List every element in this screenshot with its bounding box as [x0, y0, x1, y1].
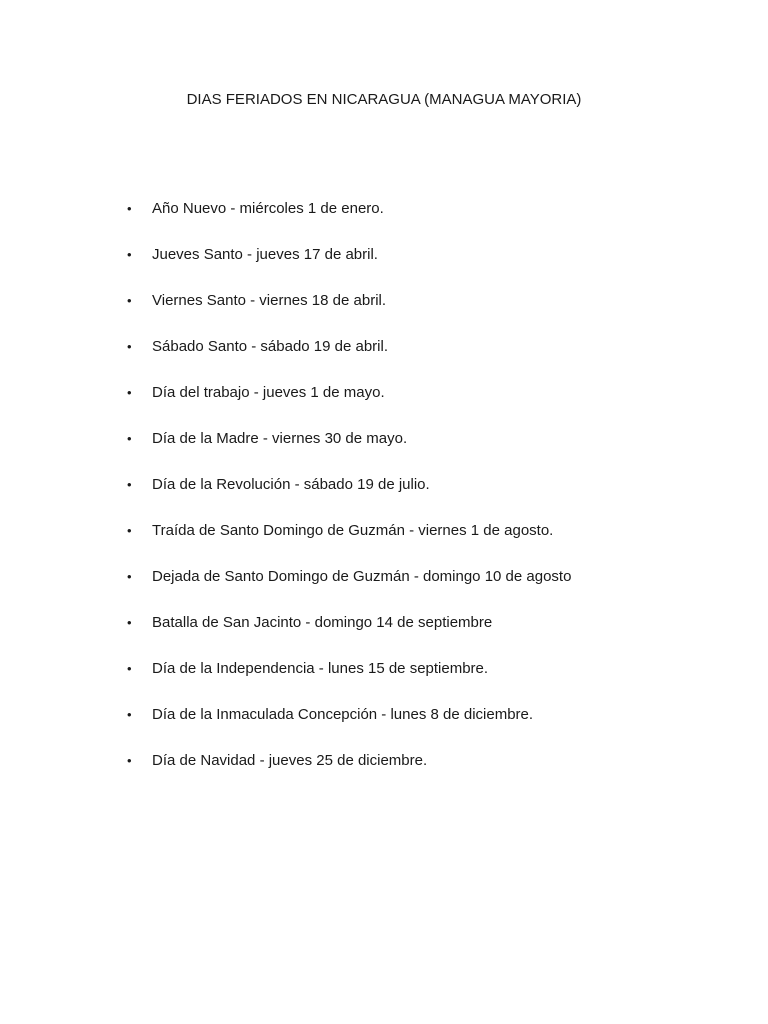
list-item-text: Viernes Santo - viernes 18 de abril.	[152, 292, 387, 309]
list-item-text: Traída de Santo Domingo de Guzmán - viernes 1 de agosto.	[152, 522, 554, 539]
bullet-icon: •	[127, 523, 132, 538]
bullet-icon: •	[127, 477, 132, 492]
bullet-icon: •	[127, 385, 132, 400]
list-item	[0, 291, 700, 337]
bullet-icon: •	[127, 293, 132, 308]
bullet-icon: •	[127, 753, 132, 768]
list-item	[0, 751, 700, 797]
list-item	[0, 613, 700, 659]
list-item-text: Año Nuevo - miércoles 1 de enero.	[152, 200, 384, 217]
bullet-icon: •	[127, 201, 132, 216]
list-item	[0, 383, 700, 429]
list-item	[0, 475, 700, 521]
list-item-text: Día de la Inmaculada Concepción - lunes 8 de diciembre.	[152, 706, 534, 723]
list-item	[0, 567, 700, 613]
bullet-icon: •	[127, 661, 132, 676]
list-item	[0, 521, 700, 567]
bullet-icon: •	[127, 615, 132, 630]
list-item-text: Día de la Revolución - sábado 19 de julio.	[152, 476, 430, 493]
list-item	[0, 199, 700, 245]
list-item-text: Dejada de Santo Domingo de Guzmán - domingo 10 de agosto	[152, 568, 572, 585]
bullet-icon: •	[127, 339, 132, 354]
list-item-text: Jueves Santo - jueves 17 de abril.	[152, 246, 378, 263]
list-item	[0, 705, 700, 751]
bullet-icon: •	[127, 431, 132, 446]
list-item-text: Día de la Independencia - lunes 15 de septiembre.	[152, 660, 489, 677]
list-item	[0, 429, 700, 475]
list-item-text: Día de Navidad - jueves 25 de diciembre.	[152, 752, 428, 769]
list-item	[0, 337, 700, 383]
holiday-list	[0, 199, 700, 797]
bullet-icon: •	[127, 707, 132, 722]
document-title: DIAS FERIADOS EN NICARAGUA (MANAGUA MAYORIA)	[186, 91, 582, 108]
list-item-text: Batalla de San Jacinto - domingo 14 de septiembre	[152, 614, 493, 631]
list-item-text: Día de la Madre - viernes 30 de mayo.	[152, 430, 408, 447]
list-item	[0, 659, 700, 705]
list-item-text: Día del trabajo - jueves 1 de mayo.	[152, 384, 385, 401]
list-item-text: Sábado Santo - sábado 19 de abril.	[152, 338, 389, 355]
bullet-icon: •	[127, 247, 132, 262]
bullet-icon: •	[127, 569, 132, 584]
list-item	[0, 245, 700, 291]
